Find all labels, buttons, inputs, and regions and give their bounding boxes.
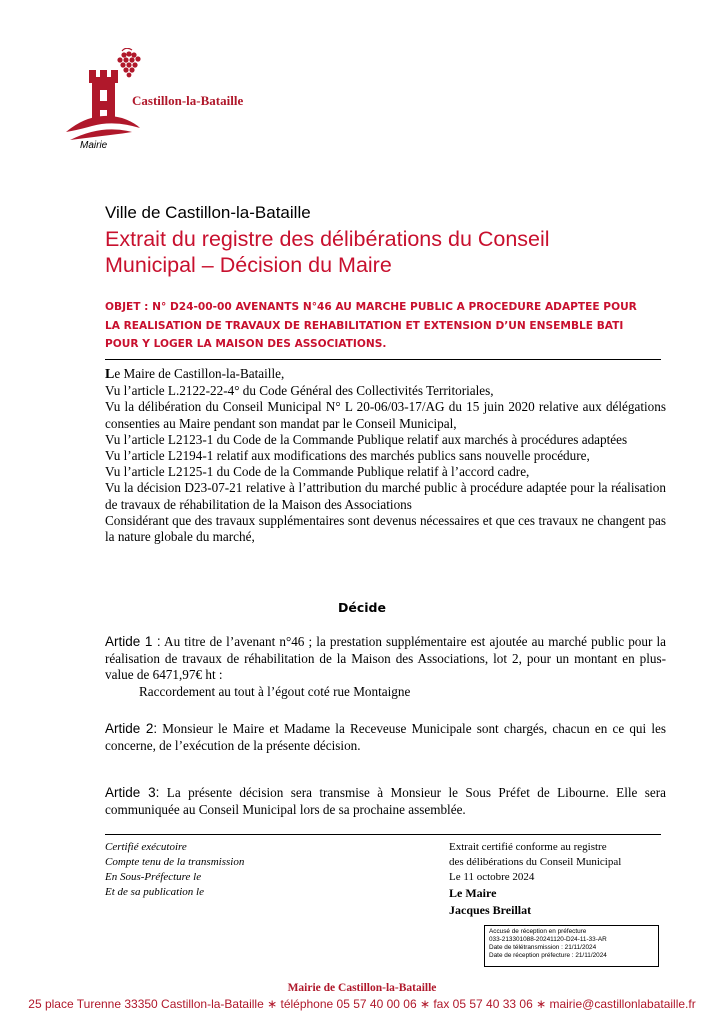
- logo-name: Castillon-la-Bataille: [132, 93, 244, 108]
- extrait-line-2: des délibérations du Conseil Municipal: [449, 856, 622, 868]
- logo-subtitle: Mairie: [80, 140, 108, 151]
- considerant-3: Vu la délibération du Conseil Municipal N° L 20-06/03-17/AG du 15 juin 2020 relative aux délégations consenties au Maire pendant son mandat par le Conseil Municipal,: [105, 399, 666, 431]
- article-2-label: Artide 2:: [105, 721, 158, 736]
- article-3-label: Artide 3:: [105, 785, 160, 800]
- article-2-text: Monsieur le Maire et Madame la Receveuse Municipale sont chargés, chacun en ce qui les concerne, de l’exécution de la présente décision.: [105, 721, 666, 753]
- extrait-line-1: Extrait certifié conforme au registre: [449, 841, 607, 853]
- certification-block: [105, 840, 244, 900]
- certif-line-3: En Sous-Préfecture le: [105, 871, 202, 883]
- accuse-line-3: Date de télétransmission : 21/11/2024: [489, 944, 597, 951]
- article-3-text: La présente décision sera transmise à Monsieur le Sous Préfet de Libourne. Elle sera communiquée au Conseil Municipal lors de sa prochaine assemblée.: [105, 785, 667, 817]
- article-1-text: Au titre de l’avenant n°46 ; la prestation supplémentaire est ajoutée au marché public pour la réalisation de travaux de réhabilitation de la Maison des Associations, lot 2, pour un montant en plus-value de 6471,97€ ht :: [105, 634, 666, 682]
- accuse-line-4: Date de réception préfecture : 21/11/2024: [489, 952, 607, 959]
- certif-line-1: Certifié exécutoire: [105, 841, 187, 853]
- considerant-4: Vu l’article L2123-1 du Code de la Commande Publique relatif aux marchés à procédures adaptées: [105, 431, 628, 447]
- accuse-line-2: 033-213301088-20241120-D24-11-33-AR: [489, 936, 607, 943]
- accuse-line-1: Accusé de réception en préfecture: [489, 928, 587, 935]
- objet-line-1: OBJET : N° D24-00-00 AVENANTS N°46 AU MARCHE PUBLIC A PROCEDURE ADAPTEE POUR: [105, 301, 637, 313]
- title-line-2: Municipal – Décision du Maire: [105, 253, 392, 277]
- divider-top: [105, 359, 661, 360]
- ville-heading: Ville de Castillon-la-Bataille: [105, 203, 311, 222]
- divider-bottom: [105, 834, 661, 835]
- extrait-date: Le 11 octobre 2024: [449, 871, 535, 883]
- considerant-6: Vu l’article L2125-1 du Code de la Commande Publique relatif à l’accord cadre,: [105, 464, 530, 480]
- considerant-2: Vu l’article L.2122-22-4° du Code Général des Collectivités Territoriales,: [105, 383, 494, 399]
- decide-heading: Décide: [338, 600, 386, 615]
- objet-block: [105, 298, 675, 354]
- signatory-name: Jacques Breillat: [449, 903, 532, 917]
- considerant-1-text: e Maire de Castillon-la-Bataille,: [114, 366, 285, 381]
- article-1: [105, 634, 666, 700]
- considerants: [105, 366, 666, 545]
- considerant-5: Vu l’article L2194-1 relatif aux modifications des marchés publics sans nouvelle procédure,: [105, 448, 590, 464]
- article-1-item: Raccordement au tout à l’égout coté rue Montaigne: [139, 683, 411, 699]
- document-title: [105, 226, 665, 278]
- signatory-title: Le Maire: [449, 886, 497, 900]
- considerant-8: Considérant que des travaux supplémentaires sont devenus nécessaires et que ces travaux ne changent pas la nature globale du marché,: [105, 512, 666, 545]
- dropcap: L: [105, 367, 115, 382]
- objet-line-2: LA REALISATION DE TRAVAUX DE REHABILITATION ET EXTENSION D’UN ENSEMBLE BATI: [105, 319, 624, 332]
- objet-line-3: POUR Y LOGER LA MAISON DES ASSOCIATIONS.: [105, 338, 387, 350]
- article-1-label: Artide 1 :: [105, 634, 161, 649]
- certif-line-2: Compte tenu de la transmission: [105, 856, 245, 868]
- footer-address: 25 place Turenne 33350 Castillon-la-Bataille ∗ téléphone 05 57 40 00 06 ∗ fax 05 57 40 33 06 ∗ mairie@castillonlabataille.fr: [28, 997, 696, 1011]
- considerant-7: Vu la décision D23-07-21 relative à l’attribution du marché public à procédure adaptée pour la réalisation de travaux de réhabilitation de la Maison des Associations: [105, 480, 666, 512]
- footer-title: Mairie de Castillon-la-Bataille: [287, 982, 437, 994]
- title-line-1: Extrait du registre des délibérations du Conseil: [105, 227, 550, 251]
- accuse-reception-stamp: [484, 925, 659, 967]
- article-2: [105, 721, 666, 754]
- certif-line-4: Et de sa publication le: [105, 886, 204, 898]
- signature-block: [449, 840, 621, 919]
- considerant-1: [105, 366, 666, 383]
- article-3: [105, 785, 666, 818]
